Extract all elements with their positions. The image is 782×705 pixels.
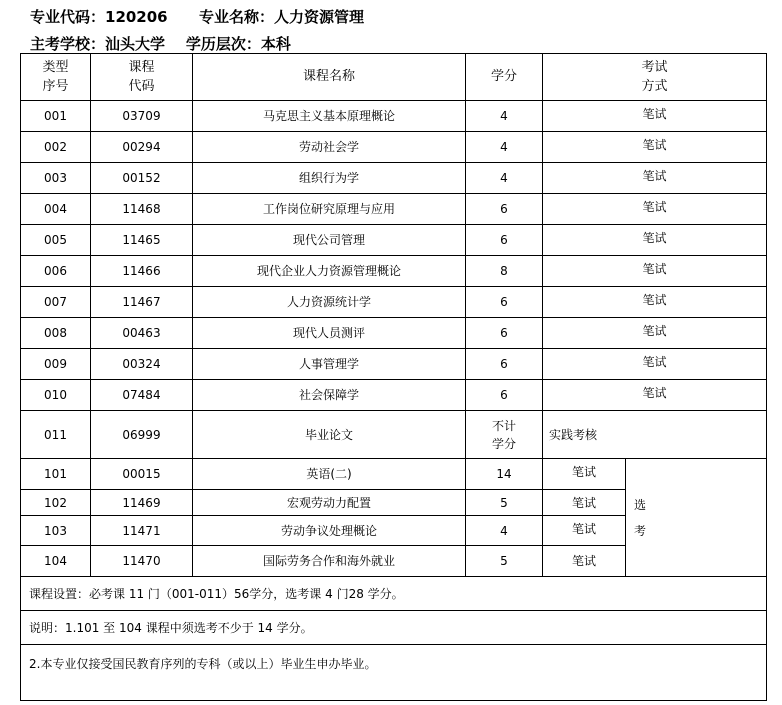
header-code-label: 代码 — [128, 79, 155, 94]
row-exam: 笔试 — [543, 256, 767, 287]
row-exam: 笔试 — [543, 546, 626, 577]
row-course-name: 国际劳务合作和海外就业 — [193, 546, 466, 577]
row-exam: 笔试 — [543, 101, 767, 132]
row-seq: 103 — [21, 516, 91, 546]
header-credits: 学分 — [466, 54, 543, 101]
header-seq-label: 序号 — [42, 79, 69, 94]
row-credits: 6 — [466, 287, 543, 318]
row-code: 11469 — [91, 490, 193, 516]
table-row — [21, 101, 767, 132]
row-code: 11467 — [91, 287, 193, 318]
header-line-major: 专业代码：120206 专业名称：人力资源管理 — [30, 8, 364, 26]
row-exam: 笔试 — [543, 380, 767, 411]
row-credits: 8 — [466, 256, 543, 287]
row-code: 11465 — [91, 225, 193, 256]
row-course-name: 毕业论文 — [193, 411, 466, 459]
row-exam: 笔试 — [543, 490, 626, 516]
row-code: 11466 — [91, 256, 193, 287]
row-course-name: 现代公司管理 — [193, 225, 466, 256]
row-seq: 102 — [21, 490, 91, 516]
table-row — [21, 349, 767, 380]
row-seq: 005 — [21, 225, 91, 256]
elective-row — [21, 459, 767, 490]
row-seq: 001 — [21, 101, 91, 132]
table-row — [21, 380, 767, 411]
row-seq: 104 — [21, 546, 91, 577]
header-mode-label: 方式 — [641, 79, 668, 94]
row-course-name: 工作岗位研究原理与应用 — [193, 194, 466, 225]
row-credits: 6 — [466, 194, 543, 225]
row-course-name: 人力资源统计学 — [193, 287, 466, 318]
row-seq: 101 — [21, 459, 91, 490]
row-seq: 004 — [21, 194, 91, 225]
header-type-label: 类型 — [42, 59, 69, 75]
row-seq: 011 — [21, 411, 91, 459]
thesis-credits-line1: 不计 — [491, 418, 516, 433]
row-exam: 笔试 — [543, 349, 767, 380]
row-exam: 笔试 — [543, 287, 767, 318]
row-course-name: 现代企业人力资源管理概论 — [193, 256, 466, 287]
thesis-row — [21, 411, 767, 459]
table-row — [21, 225, 767, 256]
row-code: 03709 — [91, 101, 193, 132]
table-row — [21, 132, 767, 163]
table-row — [21, 194, 767, 225]
row-code: 00015 — [91, 459, 193, 490]
row-credits: 4 — [466, 132, 543, 163]
row-credits: 6 — [466, 318, 543, 349]
row-code: 00324 — [91, 349, 193, 380]
course-setting-note: 课程设置：必考课 11 门（001-011）56学分，选考课 4 门28 学分。 — [21, 577, 767, 611]
row-code: 11468 — [91, 194, 193, 225]
table-header-row — [21, 54, 767, 101]
row-exam: 笔试 — [543, 459, 626, 490]
table-row — [21, 318, 767, 349]
row-code: 00294 — [91, 132, 193, 163]
row-seq: 003 — [21, 163, 91, 194]
row-course-name: 人事管理学 — [193, 349, 466, 380]
notes-row — [21, 577, 767, 611]
row-course-name: 现代人员测评 — [193, 318, 466, 349]
row-course-name: 宏观劳动力配置 — [193, 490, 466, 516]
row-code: 00463 — [91, 318, 193, 349]
table-row — [21, 256, 767, 287]
row-credits: 4 — [466, 101, 543, 132]
header-exam-label: 考试 — [641, 59, 668, 75]
header-course-code — [91, 54, 193, 101]
row-code: 06999 — [91, 411, 193, 459]
eligibility-note: 2.本专业仅接受国民教育序列的专科（或以上）毕业生申办毕业。 — [21, 645, 767, 701]
row-credits: 4 — [466, 163, 543, 194]
row-exam: 笔试 — [543, 163, 767, 194]
row-exam: 笔试 — [543, 318, 767, 349]
header-exam-mode — [543, 54, 767, 101]
row-exam: 笔试 — [543, 516, 626, 546]
row-course-name: 组织行为学 — [193, 163, 466, 194]
row-credits — [466, 411, 543, 459]
row-credits: 6 — [466, 349, 543, 380]
table-row — [21, 287, 767, 318]
header-course-label: 课程 — [128, 59, 155, 75]
row-credits: 5 — [466, 490, 543, 516]
row-credits: 4 — [466, 516, 543, 546]
row-code: 07484 — [91, 380, 193, 411]
notes-row — [21, 645, 767, 701]
row-code: 11470 — [91, 546, 193, 577]
header-line-school: 主考学校：汕头大学 学历层次：本科 — [30, 35, 291, 53]
header-course-name: 课程名称 — [193, 54, 466, 101]
row-seq: 009 — [21, 349, 91, 380]
row-credits: 14 — [466, 459, 543, 490]
header-type-seq — [21, 54, 91, 101]
row-seq: 008 — [21, 318, 91, 349]
row-seq: 010 — [21, 380, 91, 411]
notes-row — [21, 611, 767, 645]
row-course-name: 社会保障学 — [193, 380, 466, 411]
row-exam: 笔试 — [543, 225, 767, 256]
thesis-credits-line2: 学分 — [491, 436, 516, 451]
row-course-name: 英语(二) — [193, 459, 466, 490]
elective-label-char: 考 — [634, 523, 647, 538]
table-row — [21, 163, 767, 194]
row-credits: 5 — [466, 546, 543, 577]
row-course-name: 劳动争议处理概论 — [193, 516, 466, 546]
elective-group-label — [626, 459, 767, 577]
elective-label-char: 选 — [634, 497, 647, 512]
row-seq: 006 — [21, 256, 91, 287]
row-code: 00152 — [91, 163, 193, 194]
row-seq: 002 — [21, 132, 91, 163]
elective-note: 说明：1.101 至 104 课程中须选考不少于 14 学分。 — [21, 611, 767, 645]
row-seq: 007 — [21, 287, 91, 318]
row-exam: 笔试 — [543, 194, 767, 225]
row-course-name: 马克思主义基本原理概论 — [193, 101, 466, 132]
row-credits: 6 — [466, 380, 543, 411]
row-code: 11471 — [91, 516, 193, 546]
row-course-name: 劳动社会学 — [193, 132, 466, 163]
course-table — [20, 53, 767, 701]
row-exam: 笔试 — [543, 132, 767, 163]
row-credits: 6 — [466, 225, 543, 256]
row-exam: 实践考核 — [543, 411, 767, 459]
